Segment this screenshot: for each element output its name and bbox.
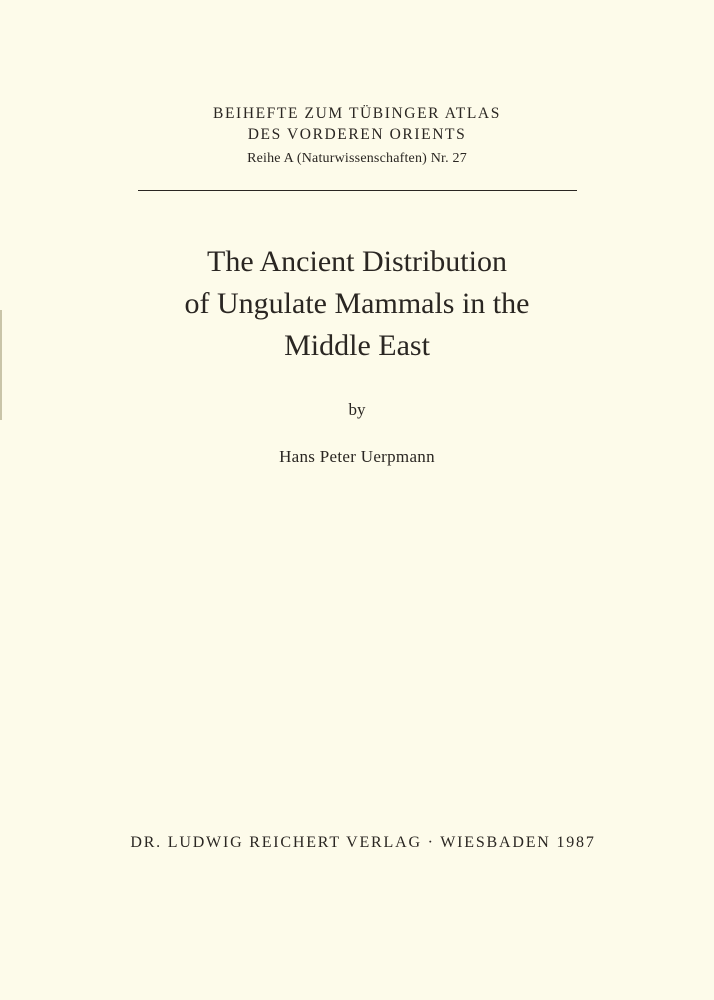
author-name: Hans Peter Uerpmann <box>279 447 435 466</box>
horizontal-rule <box>138 190 577 191</box>
by-label: by <box>348 400 366 419</box>
series-title-line-1: BEIHEFTE ZUM TÜBINGER ATLAS <box>213 105 501 122</box>
book-title-line-2: of Ungulate Mammals in the <box>184 287 530 320</box>
book-title-line-3: Middle East <box>284 329 430 362</box>
series-title-line-2: DES VORDEREN ORIENTS <box>247 126 467 143</box>
publisher-imprint: DR. LUDWIG REICHERT VERLAG · WIESBADEN 1987 <box>130 834 596 851</box>
series-number: Reihe A (Naturwissenschaften) Nr. 27 <box>247 151 467 166</box>
book-title-line-1: The Ancient Distribution <box>207 245 507 278</box>
